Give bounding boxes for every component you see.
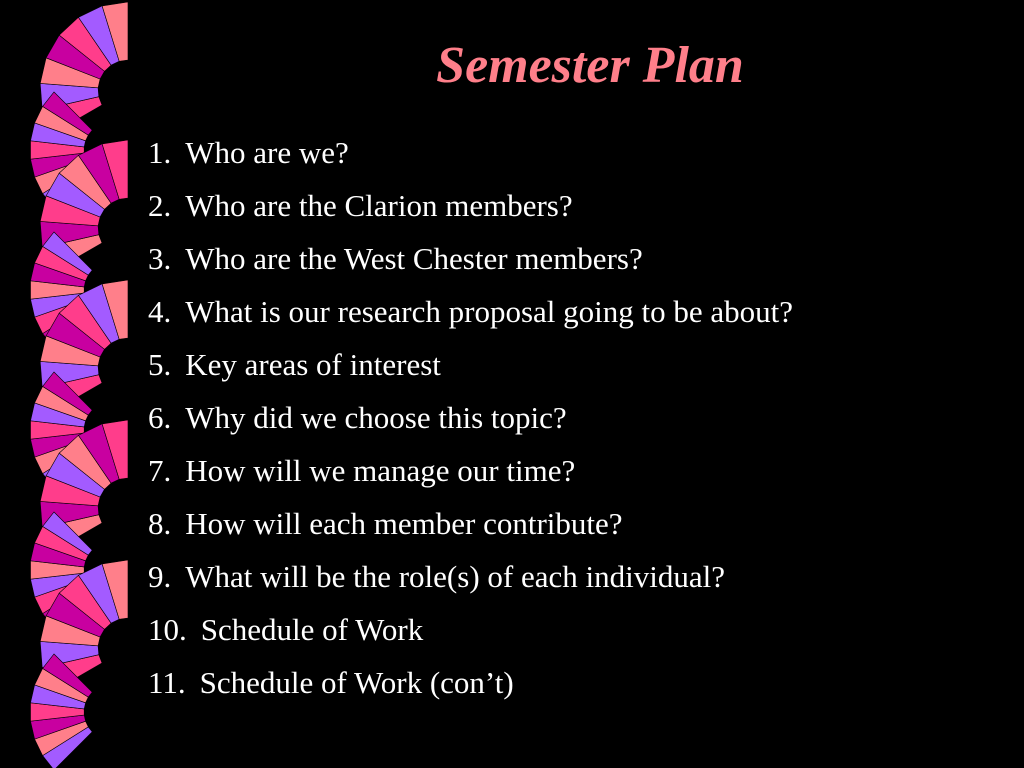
item-text: What is our research proposal going to be about? (185, 294, 794, 329)
item-text: Who are the Clarion members? (185, 188, 573, 223)
item-number: 2. (148, 188, 172, 223)
item-number: 1. (148, 135, 172, 170)
list-item (148, 550, 793, 603)
list-item (148, 232, 793, 285)
item-number: 5. (148, 347, 172, 382)
list-item (148, 497, 793, 550)
item-text: Why did we choose this topic? (185, 400, 567, 435)
item-text: Schedule of Work (con’t) (199, 665, 514, 700)
item-number: 9. (148, 559, 172, 594)
item-number: 3. (148, 241, 172, 276)
list-item (148, 338, 793, 391)
list-item (148, 285, 793, 338)
list-item (148, 126, 793, 179)
item-number: 6. (148, 400, 172, 435)
list-item (148, 444, 793, 497)
item-text: What will be the role(s) of each individual? (185, 559, 725, 594)
plan-list (148, 126, 793, 709)
item-number: 7. (148, 453, 172, 488)
item-text: Key areas of interest (185, 347, 441, 382)
list-item (148, 603, 793, 656)
list-item (148, 656, 793, 709)
item-number: 10. (148, 612, 187, 647)
item-number: 11. (148, 665, 186, 700)
item-text: Schedule of Work (200, 612, 424, 647)
item-number: 8. (148, 506, 172, 541)
list-item (148, 179, 793, 232)
slide-title: Semester Plan (436, 37, 744, 94)
list-item (148, 391, 793, 444)
item-number: 4. (148, 294, 172, 329)
item-text: Who are the West Chester members? (185, 241, 643, 276)
item-text: Who are we? (185, 135, 349, 170)
pinwheel-ribbon-icon (0, 0, 140, 768)
item-text: How will each member contribute? (185, 506, 623, 541)
item-text: How will we manage our time? (185, 453, 576, 488)
